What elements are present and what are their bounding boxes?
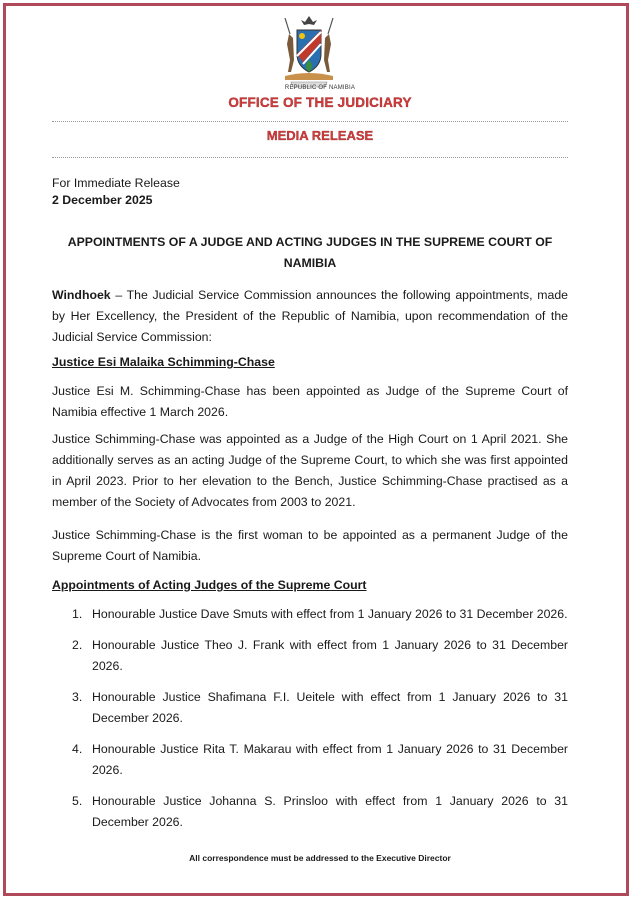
list-item <box>52 635 568 677</box>
list-text: Honourable Justice Theo J. Frank with effect from 1 January 2026 to 31 December 2026. <box>92 638 568 673</box>
intro-place: Windhoek <box>52 288 111 302</box>
list-text: Honourable Justice Dave Smuts with effect from 1 January 2026 to 31 December 2026. <box>92 607 568 621</box>
list-text: Honourable Justice Johanna S. Prinsloo with effect from 1 January 2026 to 31 December 2026. <box>92 794 568 829</box>
footer-note: All correspondence must be addressed to the Executive Director <box>189 853 451 863</box>
intro-text: – The Judicial Service Commission announces the following appointments, made by Her Excellency, the President of the Republic of Namibia, upon recommendation of the Judicial Service Commission: <box>52 288 568 344</box>
paragraph: Justice Schimming-Chase is the first woman to be appointed as a permanent Judge of the Supreme Court of Namibia. <box>52 528 568 563</box>
list-text: Honourable Justice Shafimana F.I. Ueitele with effect from 1 January 2026 to 31 December 2026. <box>92 690 568 725</box>
release-date: 2 December 2025 <box>52 193 153 207</box>
document-type: MEDIA RELEASE <box>266 128 374 143</box>
list-number: 1. <box>72 607 83 621</box>
list-number: 5. <box>72 794 83 808</box>
paragraph: Justice Schimming-Chase was appointed as a Judge of the High Court on 1 April 2021. She additionally serves as an acting Judge of the Supreme Court, to which she was first appointed in April 2023. Prior to her elevation to the Bench, Justice Schimming-Chase practised as a member of the Society of Advocates from 2003 to 2021. <box>52 432 568 509</box>
list-number: 4. <box>72 742 83 756</box>
section-heading: Justice Esi Malaika Schimming-Chase <box>52 355 275 369</box>
divider <box>52 121 568 122</box>
section-heading: Appointments of Acting Judges of the Supreme Court <box>52 578 367 592</box>
appointments-list <box>52 604 568 833</box>
republic-label: REPUBLIC OF NAMIBIA <box>284 85 356 91</box>
list-number: 2. <box>72 638 83 652</box>
release-label: For Immediate Release <box>52 176 180 190</box>
list-number: 3. <box>72 690 83 704</box>
paragraph: Justice Esi M. Schimming-Chase has been appointed as Judge of the Supreme Court of Namibia effective 1 March 2026. <box>52 384 568 419</box>
list-text: Honourable Justice Rita T. Makarau with effect from 1 January 2026 to 31 December 2026. <box>92 742 568 777</box>
release-info <box>52 175 568 209</box>
divider <box>52 157 568 158</box>
list-item <box>52 604 568 625</box>
intro-paragraph <box>52 285 568 348</box>
list-item <box>52 739 568 781</box>
list-item <box>52 791 568 833</box>
page-title: APPOINTMENTS OF A JUDGE AND ACTING JUDGES IN THE SUPREME COURT OF NAMIBIA <box>67 235 553 270</box>
coat-of-arms-icon <box>279 14 339 90</box>
list-item <box>52 687 568 729</box>
office-title: OFFICE OF THE JUDICIARY <box>228 95 412 110</box>
